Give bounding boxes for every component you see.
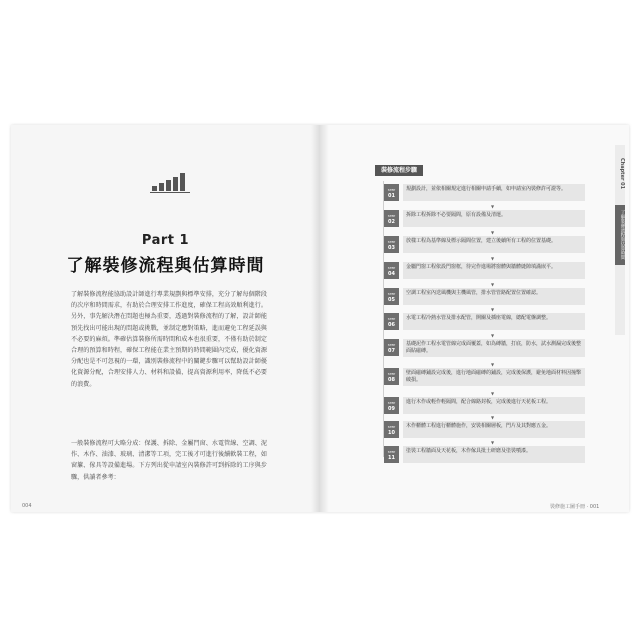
step-description: 拆除工程拆除不必要隔間，原有設備及清運。 [403,210,585,227]
step-prefix: STEP [387,450,396,454]
down-arrow-icon: ▼ [491,256,495,261]
step-badge [384,210,399,227]
step-number: 10 [388,430,395,436]
step-description: 進行木作或輕作輕隔間，配合線路封板，完成後進行天花板工程。 [403,397,585,414]
step-number: 03 [388,245,395,251]
part-label: Part 1 [141,233,190,248]
down-arrow-icon: ▼ [491,362,495,367]
down-arrow-icon: ▼ [491,391,495,396]
step-description: 水電工程冷熱水管及排水配管，開關及插座電線，總配電盤調整。 [403,313,585,330]
chapter-sidebar [615,145,625,335]
step-description: 塗裝工程牆面及天花板，木作傢具批土研磨及塗裝噴漆。 [403,446,585,463]
flow-title: 裝修流程步驟 [375,165,423,176]
step-badge [384,236,399,253]
flow-step [384,368,584,396]
down-arrow-icon: ▼ [491,415,495,420]
step-badge [384,288,399,305]
flow-step [384,397,584,420]
step-number: 06 [388,322,395,328]
step-badge [384,446,399,463]
step-number: 07 [388,348,395,354]
step-badge [384,313,399,330]
page-number-left: 004 [22,503,32,509]
step-prefix: STEP [387,240,396,244]
flow-step [384,313,584,338]
step-description: 放樣工程為基準線及標示隔間位置，建立後續所有工程的位置基礎。 [403,236,585,253]
step-description: 基礎泥作工程水電管線完成面覆蓋，如為磚牆，打底，防水，試水測漏完成後整面貼磁磚。 [403,339,585,357]
flow-step [384,210,584,235]
step-prefix: STEP [387,425,396,429]
down-arrow-icon: ▼ [491,230,495,235]
sidebar-item [615,271,625,315]
step-description: 金屬門窗工程依設門窗框，待完作進場將窗體與牆體縫隙填滿嵌平。 [403,262,585,279]
step-badge [384,339,399,356]
step-prefix: STEP [387,214,396,218]
step-number: 02 [388,219,395,225]
down-arrow-icon: ▼ [491,440,495,445]
step-description: 空調工程室內送風機與主機風管，排水管管路配置位置確認。 [403,288,585,305]
book-spread [11,125,629,512]
page-footer-right: 裝修施工圖手冊 · 001 [550,504,600,510]
step-prefix: STEP [387,292,396,296]
down-arrow-icon: ▼ [491,282,495,287]
step-number: 01 [388,193,395,199]
intro-paragraph: 了解裝修流程能協助設計師進行專業規劃與標準安排，充分了解每個階段的次序和時間需求，有助於合理安排工作進度，確保工程高效順利進行。另外，事先解決潛在問題也極為重要，透過對裝修流程的了解，設計師能預先找出可能出現的問題或挑戰，並制定應對策略，進而避免工程延誤與不必要的麻煩。準確估算裝修所需時間和成本也很重要，不僅有助於制定合理的預算和時程，確保工程能在業主預期的時間範圍內完成，優化資源分配也是不可忽視的一環，識別裝修流程中的關鍵步驟可以幫助設計師優化資源分配，合理安排人力、材料和設備，提高資源利用率，降低不必要的浪費。 [71,291,267,388]
step-prefix: STEP [387,401,396,405]
down-arrow-icon: ▼ [491,307,495,312]
step-description: 規劃設計，並依相關規定進行相關申請手續，如申請室內裝修許可證等。 [403,184,585,201]
right-page [320,125,629,512]
flow-step [384,288,584,312]
flow-step [384,446,584,463]
step-badge [384,368,399,385]
step-badge [384,421,399,438]
down-arrow-icon: ▼ [491,333,495,338]
step-number: 04 [388,271,395,277]
step-number: 11 [388,455,395,461]
step-number: 09 [388,406,395,412]
step-prefix: STEP [387,266,396,270]
step-description: 木作櫃體工程進行櫃體施作，安裝相關層板，門片及其對應五金。 [403,421,585,438]
step-prefix: STEP [387,317,396,321]
flow-step [384,236,584,261]
step-badge [384,184,399,201]
down-arrow-icon: ▼ [491,204,495,209]
step-number: 08 [388,377,395,383]
step-prefix: STEP [387,188,396,192]
part-title: 了解裝修流程與估算時間 [66,256,265,276]
process-paragraph: 一般裝修流程可大略分成：保護、拆除、金屬門窗、水電管線、空調、泥作、木作、油漆、玻璃、清潔等工項，完工後才可進行後續軟裝工程，如窗簾、傢具等設備進場。下方列出從申請室內裝修許可到拆除的工序與步驟，供讀者參考： [71,440,267,481]
step-badge [384,262,399,279]
flow-step [384,339,584,367]
sidebar-active-section: 了解裝修流程與估算時間 [615,205,625,265]
sidebar-chapter-label: Chapter 01 [619,158,625,190]
step-prefix: STEP [387,343,396,347]
book-gutter [311,125,329,512]
flow-step [384,262,584,287]
left-page [11,125,320,512]
step-prefix: STEP [387,372,396,376]
flow-step [384,184,584,209]
bar-chart-icon [150,173,190,193]
sidebar-item [615,317,625,361]
step-number: 05 [388,297,395,303]
step-badge [384,397,399,414]
step-description: 壁面磁磚鋪設完成後，進行地面磁磚的鋪設，完成後保護，避免地面材料因撞擊破損。 [403,368,585,386]
flow-step [384,421,584,445]
